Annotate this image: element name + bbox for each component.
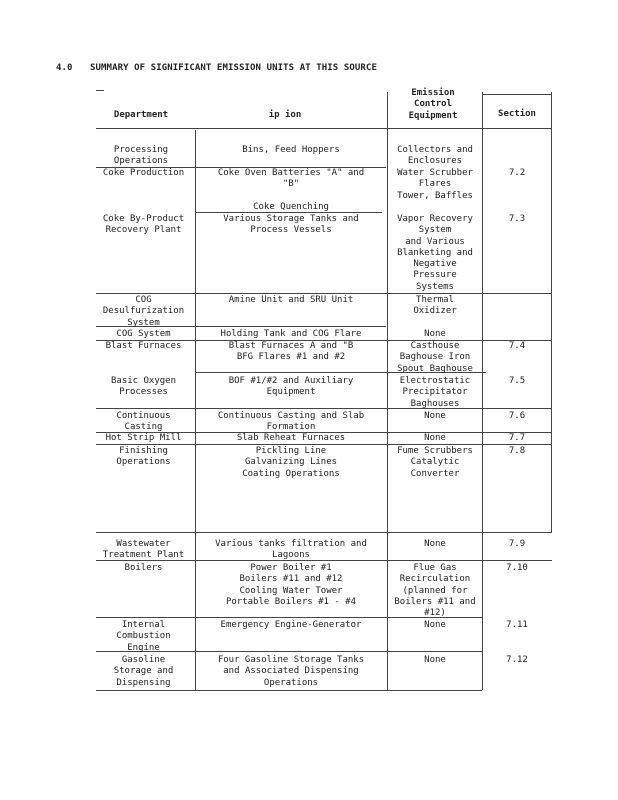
table-cell-section: 7.5 (508, 376, 526, 386)
table-rule (96, 532, 552, 533)
table-cell-description: Coke Quenching (253, 202, 329, 212)
table-cell-section: 7.6 (508, 411, 526, 421)
column-header-control-equipment: Emission Control Equipment (408, 88, 458, 121)
table-row: Coke Production (102, 168, 185, 178)
table-rule (387, 92, 388, 690)
table-row: Coke By-Product Recovery Plant (102, 214, 185, 236)
table-rule (96, 293, 552, 294)
heading-number: 4.0 (56, 63, 73, 73)
table-cell-description: Various tanks filtration and Lagoons (215, 539, 367, 561)
table-cell-description: Four Gasoline Storage Tanks and Associated Dispensing Operations (217, 655, 365, 688)
table-row: COG Desulfurization System (102, 295, 185, 328)
table-cell-description: Holding Tank and COG Flare (220, 329, 362, 339)
table-row: Blast Furnaces (105, 341, 182, 351)
table-cell-control: None (424, 655, 446, 665)
table-row: Hot Strip Mill (105, 433, 182, 443)
table-cell-control: Collectors and Enclosures (397, 145, 473, 167)
table-rule (96, 408, 552, 409)
table-row: Continuous Casting (116, 411, 171, 433)
table-cell-description: Power Boiler #1 Boilers #11 and #12 Cooling Water Tower Portable Boilers #1 - #4 (225, 563, 357, 607)
table-cell-description: Bins, Feed Hoppers (242, 145, 340, 155)
table-rule (195, 130, 196, 690)
table-cell-section: 7.10 (506, 563, 528, 573)
table-cell-description: Pickling Line Galvanizing Lines Coating Operations (242, 446, 340, 479)
table-cell-control: Vapor Recovery System and Various Blanketing and Negative Pressure Systems (397, 214, 473, 292)
table-cell-control: Casthouse Baghouse Iron Spout Baghouse (397, 341, 473, 374)
table-cell-control: None (424, 433, 446, 443)
table-rule (483, 94, 552, 95)
table-cell-control: None (424, 329, 446, 339)
heading-title: SUMMARY OF SIGNIFICANT EMISSION UNITS AT THIS SOURCE (90, 63, 377, 73)
table-row: Wastewater Treatment Plant (102, 539, 185, 561)
table-cell-description: Coke Oven Batteries "A" and "B" (217, 168, 365, 190)
table-cell-control: Electrostatic Precipitator Baghouses (399, 376, 471, 409)
table-row: Boilers (124, 563, 163, 573)
table-cell-control: None (424, 620, 446, 630)
table-row: COG System (116, 329, 171, 339)
table-cell-control: Fume Scrubbers Catalytic Converter (397, 446, 473, 479)
table-row: Internal Combustion Engine (116, 620, 171, 653)
table-cell-description: Emergency Engine-Generator (220, 620, 362, 630)
table-rule (96, 90, 104, 91)
table-cell-control: None (424, 411, 446, 421)
table-cell-control: None (424, 539, 446, 549)
table-cell-section: 7.9 (508, 539, 526, 549)
column-header-description: ip ion (268, 110, 302, 120)
table-cell-section: 7.12 (506, 655, 528, 665)
table-cell-control: Thermal Oxidizer (413, 295, 457, 317)
table-cell-control: Water Scrubber Flares Tower, Baffles (397, 168, 473, 201)
table-cell-section: 7.11 (506, 620, 528, 630)
table-cell-section: 7.8 (508, 446, 526, 456)
table-rule (482, 92, 483, 690)
table-cell-section: 7.7 (508, 433, 526, 443)
table-cell-description: Various Storage Tanks and Process Vessels (223, 214, 359, 236)
table-row: Finishing Operations (116, 446, 171, 468)
table-row: Basic Oxygen Processes (110, 376, 177, 398)
page-heading (56, 63, 377, 73)
table-cell-section: 7.4 (508, 341, 526, 351)
table-cell-description: Slab Reheat Furnaces (236, 433, 346, 443)
table-cell-section: 7.3 (508, 214, 526, 224)
table-cell-description: Continuous Casting and Slab Formation (217, 411, 365, 433)
table-rule (96, 128, 552, 129)
table-row: Gasoline Storage and Dispensing (113, 655, 174, 688)
column-header-section: Section (498, 109, 536, 119)
table-cell-description: Blast Furnaces A and "B BFG Flares #1 and #2 (228, 341, 354, 363)
column-header-department: Department (113, 110, 169, 120)
table-rule (96, 690, 482, 691)
table-cell-section: 7.2 (508, 168, 526, 178)
table-rule (551, 92, 552, 532)
table-row: Processing Operations (113, 145, 169, 167)
table-cell-description: Amine Unit and SRU Unit (228, 295, 354, 305)
table-cell-description: BOF #1/#2 and Auxiliary Equipment (228, 376, 354, 398)
table-cell-control: Flue Gas Recirculation (planned for Boilers #11 and #12) (394, 563, 476, 619)
